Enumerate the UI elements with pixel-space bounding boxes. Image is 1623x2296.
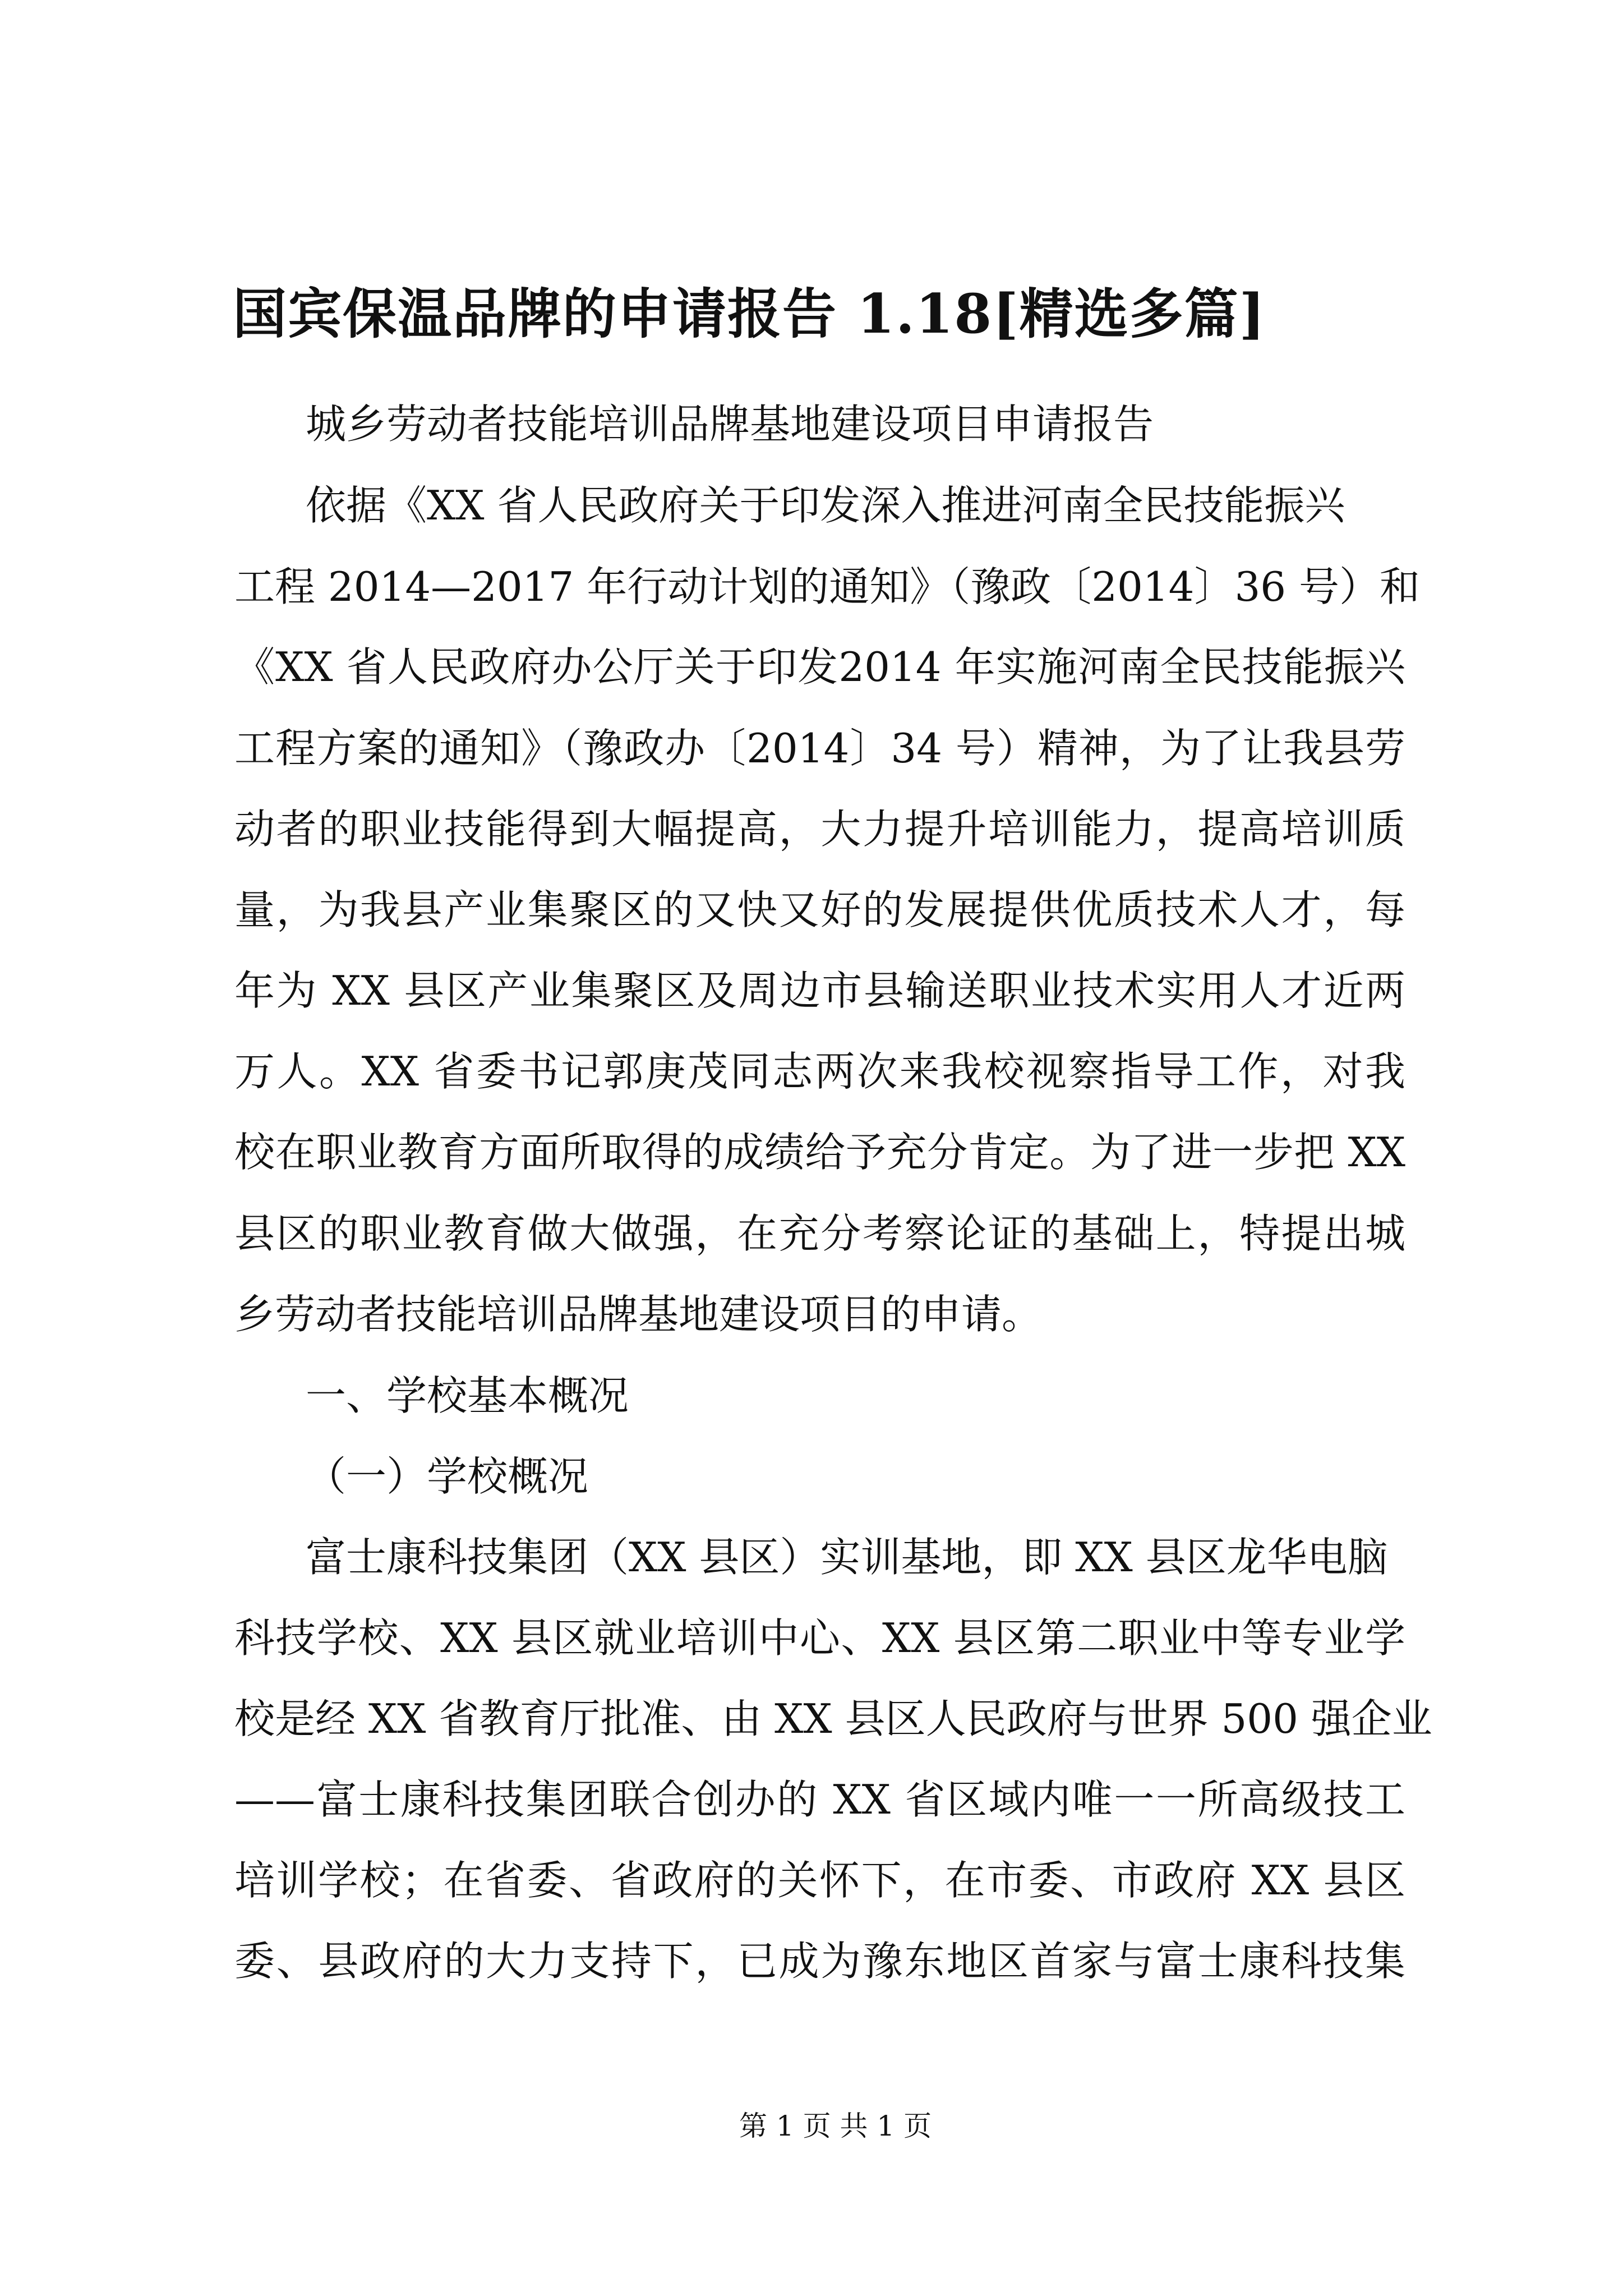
- paragraph-line: 校是经 XX 省教育厅批准、由 XX 县区人民政府与世界 500 强企业: [234, 1695, 1432, 1742]
- paragraph-line: ——富士康科技集团联合创办的 XX 省区域内唯一一所高级技工: [234, 1776, 1405, 1823]
- paragraph-line: 工程方案的通知》（豫政办〔2014〕34 号）精神，为了让我县劳: [234, 725, 1405, 772]
- paragraph-line: 科技学校、XX 县区就业培训中心、XX 县区第二职业中等专业学: [234, 1614, 1405, 1662]
- section-heading: 一、学校基本概况: [306, 1372, 629, 1419]
- paragraph-line: 校在职业教育方面所取得的成绩给予充分肯定。为了进一步把 XX: [234, 1129, 1405, 1176]
- paragraph-line: 《XX 省人民政府办公厅关于印发2014 年实施河南全民技能振兴: [234, 643, 1405, 691]
- page-footer: 第 1 页 共 1 页: [739, 2110, 932, 2142]
- subsection-heading: （一）学校概况: [306, 1453, 589, 1500]
- paragraph-line: 工程 2014—2017 年行动计划的通知》（豫政〔2014〕36 号）和: [234, 563, 1420, 610]
- paragraph-line: 动者的职业技能得到大幅提高，大力提升培训能力，提高培训质: [234, 806, 1405, 853]
- paragraph-line: 县区的职业教育做大做强，在充分考察论证的基础上，特提出城: [234, 1210, 1405, 1257]
- paragraph-line: 培训学校；在省委、省政府的关怀下，在市委、市政府 XX 县区: [234, 1857, 1405, 1904]
- paragraph-line: 乡劳动者技能培训品牌基地建设项目的申请。: [234, 1291, 1043, 1338]
- paragraph-line: 依据《XX 省人民政府关于印发深入推进河南全民技能振兴: [306, 482, 1345, 529]
- paragraph-line: 量，为我县产业集聚区的又快又好的发展提供优质技术人才，每: [234, 886, 1405, 933]
- paragraph-line: 委、县政府的大力支持下，已成为豫东地区首家与富士康科技集: [234, 1938, 1405, 1985]
- paragraph-line: 富士康科技集团（XX 县区）实训基地，即 XX 县区龙华电脑: [306, 1534, 1388, 1581]
- document-subtitle: 城乡劳动者技能培训品牌基地建设项目申请报告: [306, 401, 1154, 448]
- paragraph-line: 年为 XX 县区产业集聚区及周边市县输送职业技术实用人才近两: [234, 967, 1405, 1014]
- paragraph-line: 万人。XX 省委书记郭庚茂同志两次来我校视察指导工作，对我: [234, 1048, 1405, 1095]
- document-title: 国宾保温品牌的申请报告 1.18[精选多篇]: [233, 282, 1266, 346]
